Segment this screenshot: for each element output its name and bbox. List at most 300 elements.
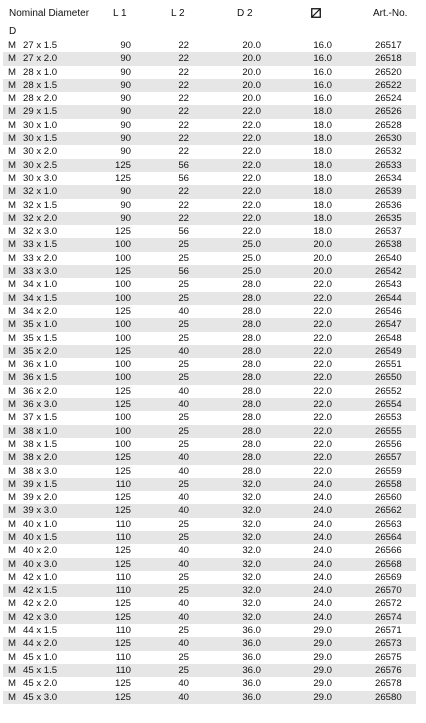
cell-diameter: 34 x 1.0 xyxy=(23,279,58,291)
cell-l1: 110 xyxy=(115,518,131,530)
cell-d2: 28.0 xyxy=(242,372,261,384)
table-row xyxy=(3,278,416,291)
cell-d2: 28.0 xyxy=(242,425,261,437)
cell-l2: 25 xyxy=(178,438,189,450)
cell-d2: 22.0 xyxy=(242,226,261,238)
cell-m: M xyxy=(8,345,16,357)
spec-table-body xyxy=(3,39,416,704)
table-row xyxy=(3,159,416,172)
cell-diameter: 33 x 3.0 xyxy=(23,266,58,278)
cell-d2: 32.0 xyxy=(242,558,261,570)
cell-m: M xyxy=(8,40,16,51)
cell-m: M xyxy=(8,611,16,623)
cell-l2: 40 xyxy=(178,452,189,464)
cell-diameter: 30 x 2.5 xyxy=(23,159,58,171)
cell-l1: 125 xyxy=(114,505,131,517)
cell-square: 16.0 xyxy=(313,53,332,65)
cell-l2: 40 xyxy=(178,558,189,570)
cell-square: 22.0 xyxy=(313,412,332,424)
table-row xyxy=(3,305,416,318)
cell-l1: 100 xyxy=(114,279,131,291)
cell-square: 22.0 xyxy=(313,372,332,384)
cell-l2: 22 xyxy=(178,106,189,118)
table-row xyxy=(3,225,416,238)
cell-diameter: 30 x 1.0 xyxy=(23,119,58,131)
cell-m: M xyxy=(8,372,16,384)
cell-d2: 22.0 xyxy=(242,172,261,184)
cell-l1: 90 xyxy=(120,79,131,91)
cell-art-no: 26560 xyxy=(375,492,402,504)
table-header xyxy=(0,0,426,39)
table-row xyxy=(3,624,416,637)
cell-d2: 25.0 xyxy=(242,239,261,251)
cell-art-no: 26574 xyxy=(375,611,402,623)
cell-square: 18.0 xyxy=(313,199,332,211)
cell-d2: 22.0 xyxy=(242,159,261,171)
cell-l1: 110 xyxy=(115,651,131,663)
cell-art-no: 26559 xyxy=(375,465,402,477)
cell-square: 16.0 xyxy=(313,93,332,105)
header-d: D xyxy=(9,26,17,37)
table-row xyxy=(3,438,416,451)
cell-l2: 25 xyxy=(178,252,189,264)
cell-l1: 110 xyxy=(115,531,131,543)
cell-l1: 90 xyxy=(120,106,131,118)
cell-m: M xyxy=(8,172,16,184)
cell-art-no: 26538 xyxy=(375,239,402,251)
cell-d2: 32.0 xyxy=(242,518,261,530)
cell-l2: 40 xyxy=(178,611,189,623)
cell-d2: 20.0 xyxy=(242,93,261,105)
cell-l1: 100 xyxy=(114,239,131,251)
cell-l1: 100 xyxy=(114,372,131,384)
cell-m: M xyxy=(8,638,16,650)
cell-l1: 90 xyxy=(120,40,131,51)
cell-art-no: 26535 xyxy=(375,212,402,224)
cell-m: M xyxy=(8,239,16,251)
cell-l2: 25 xyxy=(178,332,189,344)
cell-l1: 125 xyxy=(114,545,131,557)
cell-art-no: 26540 xyxy=(375,252,402,264)
cell-art-no: 26568 xyxy=(375,558,402,570)
cell-square: 29.0 xyxy=(313,638,332,650)
cell-l1: 90 xyxy=(120,212,131,224)
cell-l2: 56 xyxy=(178,172,189,184)
cell-art-no: 26571 xyxy=(375,625,402,637)
cell-art-no: 26526 xyxy=(375,106,402,118)
cell-l2: 22 xyxy=(178,40,189,51)
cell-art-no: 26534 xyxy=(375,172,402,184)
cell-l2: 25 xyxy=(178,651,189,663)
cell-d2: 28.0 xyxy=(242,465,261,477)
cell-l2: 22 xyxy=(178,146,189,158)
table-row xyxy=(3,571,416,584)
cell-diameter: 35 x 2.0 xyxy=(23,345,58,357)
cell-m: M xyxy=(8,119,16,131)
cell-art-no: 26543 xyxy=(375,279,402,291)
cell-square: 18.0 xyxy=(313,119,332,131)
cell-d2: 22.0 xyxy=(242,186,261,198)
cell-square: 22.0 xyxy=(313,425,332,437)
cell-m: M xyxy=(8,53,16,65)
cell-m: M xyxy=(8,505,16,517)
table-row xyxy=(3,265,416,278)
cell-d2: 28.0 xyxy=(242,279,261,291)
cell-square: 18.0 xyxy=(313,106,332,118)
cell-diameter: 42 x 1.5 xyxy=(23,585,58,597)
cell-diameter: 29 x 1.5 xyxy=(23,106,58,118)
cell-l2: 25 xyxy=(178,585,189,597)
cell-l1: 125 xyxy=(114,691,131,703)
cell-d2: 28.0 xyxy=(242,332,261,344)
table-row xyxy=(3,92,416,105)
cell-square: 22.0 xyxy=(313,305,332,317)
table-row xyxy=(3,345,416,358)
cell-l2: 22 xyxy=(178,119,189,131)
cell-l2: 40 xyxy=(178,385,189,397)
cell-m: M xyxy=(8,412,16,424)
cell-square: 16.0 xyxy=(313,79,332,91)
cell-art-no: 26530 xyxy=(375,133,402,145)
cell-diameter: 45 x 3.0 xyxy=(23,691,58,703)
cell-m: M xyxy=(8,159,16,171)
cell-art-no: 26573 xyxy=(375,638,402,650)
cell-m: M xyxy=(8,545,16,557)
cell-l1: 125 xyxy=(114,172,131,184)
cell-square: 24.0 xyxy=(313,558,332,570)
cell-l1: 110 xyxy=(115,571,131,583)
cell-l2: 25 xyxy=(178,571,189,583)
cell-l2: 40 xyxy=(178,678,189,690)
cell-d2: 32.0 xyxy=(242,585,261,597)
cell-square: 29.0 xyxy=(313,664,332,676)
cell-diameter: 32 x 3.0 xyxy=(23,226,58,238)
cell-d2: 22.0 xyxy=(242,106,261,118)
cell-l1: 125 xyxy=(114,452,131,464)
cell-art-no: 26518 xyxy=(375,53,402,65)
cell-square: 22.0 xyxy=(313,385,332,397)
cell-m: M xyxy=(8,651,16,663)
cell-d2: 28.0 xyxy=(242,399,261,411)
cell-l1: 100 xyxy=(114,319,131,331)
cell-art-no: 26557 xyxy=(375,452,402,464)
cell-l1: 125 xyxy=(114,558,131,570)
cell-art-no: 26528 xyxy=(375,119,402,131)
cell-diameter: 42 x 3.0 xyxy=(23,611,58,623)
cell-l1: 90 xyxy=(120,186,131,198)
cell-d2: 36.0 xyxy=(242,664,261,676)
table-row xyxy=(3,66,416,79)
cell-l1: 90 xyxy=(120,66,131,78)
table-row xyxy=(3,212,416,225)
cell-square: 22.0 xyxy=(313,345,332,357)
cell-l2: 25 xyxy=(178,664,189,676)
cell-d2: 36.0 xyxy=(242,638,261,650)
cell-diameter: 45 x 1.0 xyxy=(23,651,58,663)
cell-l1: 125 xyxy=(114,611,131,623)
cell-art-no: 26552 xyxy=(375,385,402,397)
cell-square: 16.0 xyxy=(313,66,332,78)
cell-m: M xyxy=(8,558,16,570)
cell-m: M xyxy=(8,106,16,118)
cell-m: M xyxy=(8,319,16,331)
cell-d2: 28.0 xyxy=(242,452,261,464)
cell-diameter: 39 x 2.0 xyxy=(23,492,58,504)
cell-l2: 25 xyxy=(178,239,189,251)
cell-l1: 100 xyxy=(114,332,131,344)
table-row xyxy=(3,465,416,478)
cell-l2: 22 xyxy=(178,93,189,105)
table-row xyxy=(3,132,416,145)
cell-diameter: 39 x 1.5 xyxy=(23,478,58,490)
cell-art-no: 26553 xyxy=(375,412,402,424)
cell-d2: 32.0 xyxy=(242,571,261,583)
cell-art-no: 26536 xyxy=(375,199,402,211)
cell-diameter: 45 x 2.0 xyxy=(23,678,58,690)
cell-l1: 90 xyxy=(120,53,131,65)
cell-l2: 22 xyxy=(178,66,189,78)
cell-d2: 20.0 xyxy=(242,40,261,51)
cell-diameter: 34 x 1.5 xyxy=(23,292,58,304)
cell-d2: 22.0 xyxy=(242,212,261,224)
cell-square: 22.0 xyxy=(313,452,332,464)
cell-art-no: 26539 xyxy=(375,186,402,198)
cell-m: M xyxy=(8,625,16,637)
table-row xyxy=(3,558,416,571)
cell-l2: 25 xyxy=(178,372,189,384)
table-row xyxy=(3,491,416,504)
cell-m: M xyxy=(8,252,16,264)
cell-l2: 56 xyxy=(178,226,189,238)
cell-diameter: 40 x 3.0 xyxy=(23,558,58,570)
cell-m: M xyxy=(8,146,16,158)
table-row xyxy=(3,358,416,371)
cell-square: 18.0 xyxy=(313,186,332,198)
cell-l1: 125 xyxy=(114,385,131,397)
table-row xyxy=(3,584,416,597)
cell-l1: 125 xyxy=(114,345,131,357)
table-row xyxy=(3,292,416,305)
cell-art-no: 26569 xyxy=(375,571,402,583)
cell-l2: 40 xyxy=(178,598,189,610)
cell-m: M xyxy=(8,478,16,490)
cell-l1: 125 xyxy=(114,305,131,317)
cell-d2: 32.0 xyxy=(242,505,261,517)
cell-square: 18.0 xyxy=(313,146,332,158)
cell-l2: 40 xyxy=(178,345,189,357)
cell-diameter: 45 x 1.5 xyxy=(23,664,58,676)
cell-d2: 28.0 xyxy=(242,319,261,331)
cell-l2: 40 xyxy=(178,492,189,504)
cell-l1: 100 xyxy=(114,412,131,424)
cell-m: M xyxy=(8,212,16,224)
table-row xyxy=(3,651,416,664)
cell-l1: 125 xyxy=(114,226,131,238)
cell-diameter: 36 x 2.0 xyxy=(23,385,58,397)
cell-square: 20.0 xyxy=(313,252,332,264)
cell-square: 24.0 xyxy=(313,492,332,504)
cell-diameter: 38 x 1.0 xyxy=(23,425,58,437)
table-row xyxy=(3,677,416,690)
cell-d2: 32.0 xyxy=(242,492,261,504)
cell-art-no: 26555 xyxy=(375,425,402,437)
table-row xyxy=(3,318,416,331)
cell-diameter: 28 x 2.0 xyxy=(23,93,58,105)
cell-l2: 40 xyxy=(178,638,189,650)
cell-d2: 25.0 xyxy=(242,252,261,264)
table-row xyxy=(3,411,416,424)
cell-art-no: 26566 xyxy=(375,545,402,557)
cell-square: 22.0 xyxy=(313,292,332,304)
cell-l1: 100 xyxy=(114,252,131,264)
table-row xyxy=(3,252,416,265)
header-nominal-diameter: Nominal Diameter xyxy=(9,8,90,19)
cell-diameter: 28 x 1.5 xyxy=(23,79,58,91)
cell-d2: 32.0 xyxy=(242,478,261,490)
cell-art-no: 26556 xyxy=(375,438,402,450)
cell-square: 24.0 xyxy=(313,585,332,597)
cell-l2: 22 xyxy=(178,53,189,65)
cell-l2: 40 xyxy=(178,505,189,517)
cell-art-no: 26537 xyxy=(375,226,402,238)
cell-l2: 40 xyxy=(178,545,189,557)
cell-diameter: 39 x 3.0 xyxy=(23,505,58,517)
cell-d2: 28.0 xyxy=(242,305,261,317)
cell-art-no: 26549 xyxy=(375,345,402,357)
table-row xyxy=(3,145,416,158)
cell-l2: 40 xyxy=(178,305,189,317)
cell-diameter: 36 x 1.0 xyxy=(23,359,58,371)
cell-art-no: 26576 xyxy=(375,664,402,676)
cell-diameter: 34 x 2.0 xyxy=(23,305,58,317)
cell-diameter: 37 x 1.5 xyxy=(23,412,58,424)
cell-d2: 28.0 xyxy=(242,385,261,397)
cell-art-no: 26558 xyxy=(375,478,402,490)
cell-art-no: 26532 xyxy=(375,146,402,158)
table-row xyxy=(3,199,416,212)
cell-l1: 90 xyxy=(120,199,131,211)
cell-square: 18.0 xyxy=(313,133,332,145)
cell-l2: 40 xyxy=(178,399,189,411)
cell-l2: 56 xyxy=(178,159,189,171)
cell-l2: 22 xyxy=(178,79,189,91)
cell-art-no: 26542 xyxy=(375,266,402,278)
cell-l2: 25 xyxy=(178,319,189,331)
cell-d2: 28.0 xyxy=(242,292,261,304)
cell-l2: 25 xyxy=(178,279,189,291)
cell-square: 18.0 xyxy=(313,172,332,184)
cell-square: 29.0 xyxy=(313,678,332,690)
cell-square: 18.0 xyxy=(313,226,332,238)
cell-art-no: 26578 xyxy=(375,678,402,690)
cell-square: 29.0 xyxy=(313,625,332,637)
cell-m: M xyxy=(8,571,16,583)
cell-l1: 110 xyxy=(115,478,131,490)
cell-d2: 32.0 xyxy=(242,531,261,543)
cell-diameter: 35 x 1.5 xyxy=(23,332,58,344)
table-row xyxy=(3,544,416,557)
cell-art-no: 26575 xyxy=(375,651,402,663)
cell-d2: 22.0 xyxy=(242,119,261,131)
header-art-no: Art.-No. xyxy=(373,8,408,19)
square-drive-icon xyxy=(311,8,321,18)
cell-d2: 20.0 xyxy=(242,53,261,65)
cell-l1: 110 xyxy=(115,585,131,597)
cell-d2: 36.0 xyxy=(242,678,261,690)
table-row xyxy=(3,531,416,544)
cell-l2: 25 xyxy=(178,531,189,543)
cell-d2: 32.0 xyxy=(242,611,261,623)
cell-art-no: 26572 xyxy=(375,598,402,610)
cell-m: M xyxy=(8,518,16,530)
cell-art-no: 26544 xyxy=(375,292,402,304)
cell-art-no: 26533 xyxy=(375,159,402,171)
header-l2: L 2 xyxy=(171,8,185,19)
cell-square: 29.0 xyxy=(313,691,332,703)
cell-d2: 36.0 xyxy=(242,691,261,703)
cell-diameter: 28 x 1.0 xyxy=(23,66,58,78)
cell-m: M xyxy=(8,585,16,597)
cell-art-no: 26546 xyxy=(375,305,402,317)
cell-l1: 110 xyxy=(115,664,131,676)
cell-diameter: 32 x 1.5 xyxy=(23,199,58,211)
table-row xyxy=(3,39,416,52)
cell-m: M xyxy=(8,598,16,610)
cell-l1: 125 xyxy=(114,465,131,477)
cell-d2: 22.0 xyxy=(242,199,261,211)
header-d2: D 2 xyxy=(237,8,253,19)
table-row xyxy=(3,691,416,704)
cell-l1: 125 xyxy=(114,598,131,610)
cell-diameter: 42 x 2.0 xyxy=(23,598,58,610)
cell-m: M xyxy=(8,531,16,543)
cell-square: 16.0 xyxy=(313,40,332,51)
cell-square: 20.0 xyxy=(313,266,332,278)
cell-square: 20.0 xyxy=(313,239,332,251)
cell-diameter: 38 x 1.5 xyxy=(23,438,58,450)
cell-square: 22.0 xyxy=(313,359,332,371)
cell-m: M xyxy=(8,399,16,411)
cell-l2: 56 xyxy=(178,266,189,278)
cell-square: 22.0 xyxy=(313,465,332,477)
cell-l2: 40 xyxy=(178,465,189,477)
cell-l1: 100 xyxy=(114,359,131,371)
header-l1: L 1 xyxy=(113,8,127,19)
table-row xyxy=(3,398,416,411)
cell-l1: 125 xyxy=(114,638,131,650)
cell-diameter: 33 x 1.5 xyxy=(23,239,58,251)
cell-diameter: 40 x 2.0 xyxy=(23,545,58,557)
cell-d2: 36.0 xyxy=(242,651,261,663)
cell-square: 24.0 xyxy=(313,571,332,583)
table-row xyxy=(3,172,416,185)
cell-square: 24.0 xyxy=(313,518,332,530)
cell-m: M xyxy=(8,332,16,344)
cell-d2: 28.0 xyxy=(242,359,261,371)
cell-art-no: 26548 xyxy=(375,332,402,344)
table-row xyxy=(3,385,416,398)
cell-art-no: 26564 xyxy=(375,531,402,543)
table-row xyxy=(3,105,416,118)
cell-m: M xyxy=(8,279,16,291)
cell-diameter: 42 x 1.0 xyxy=(23,571,58,583)
cell-l1: 90 xyxy=(120,93,131,105)
cell-art-no: 26562 xyxy=(375,505,402,517)
cell-diameter: 27 x 1.5 xyxy=(23,40,58,51)
cell-l2: 22 xyxy=(178,186,189,198)
cell-art-no: 26547 xyxy=(375,319,402,331)
table-row xyxy=(3,518,416,531)
